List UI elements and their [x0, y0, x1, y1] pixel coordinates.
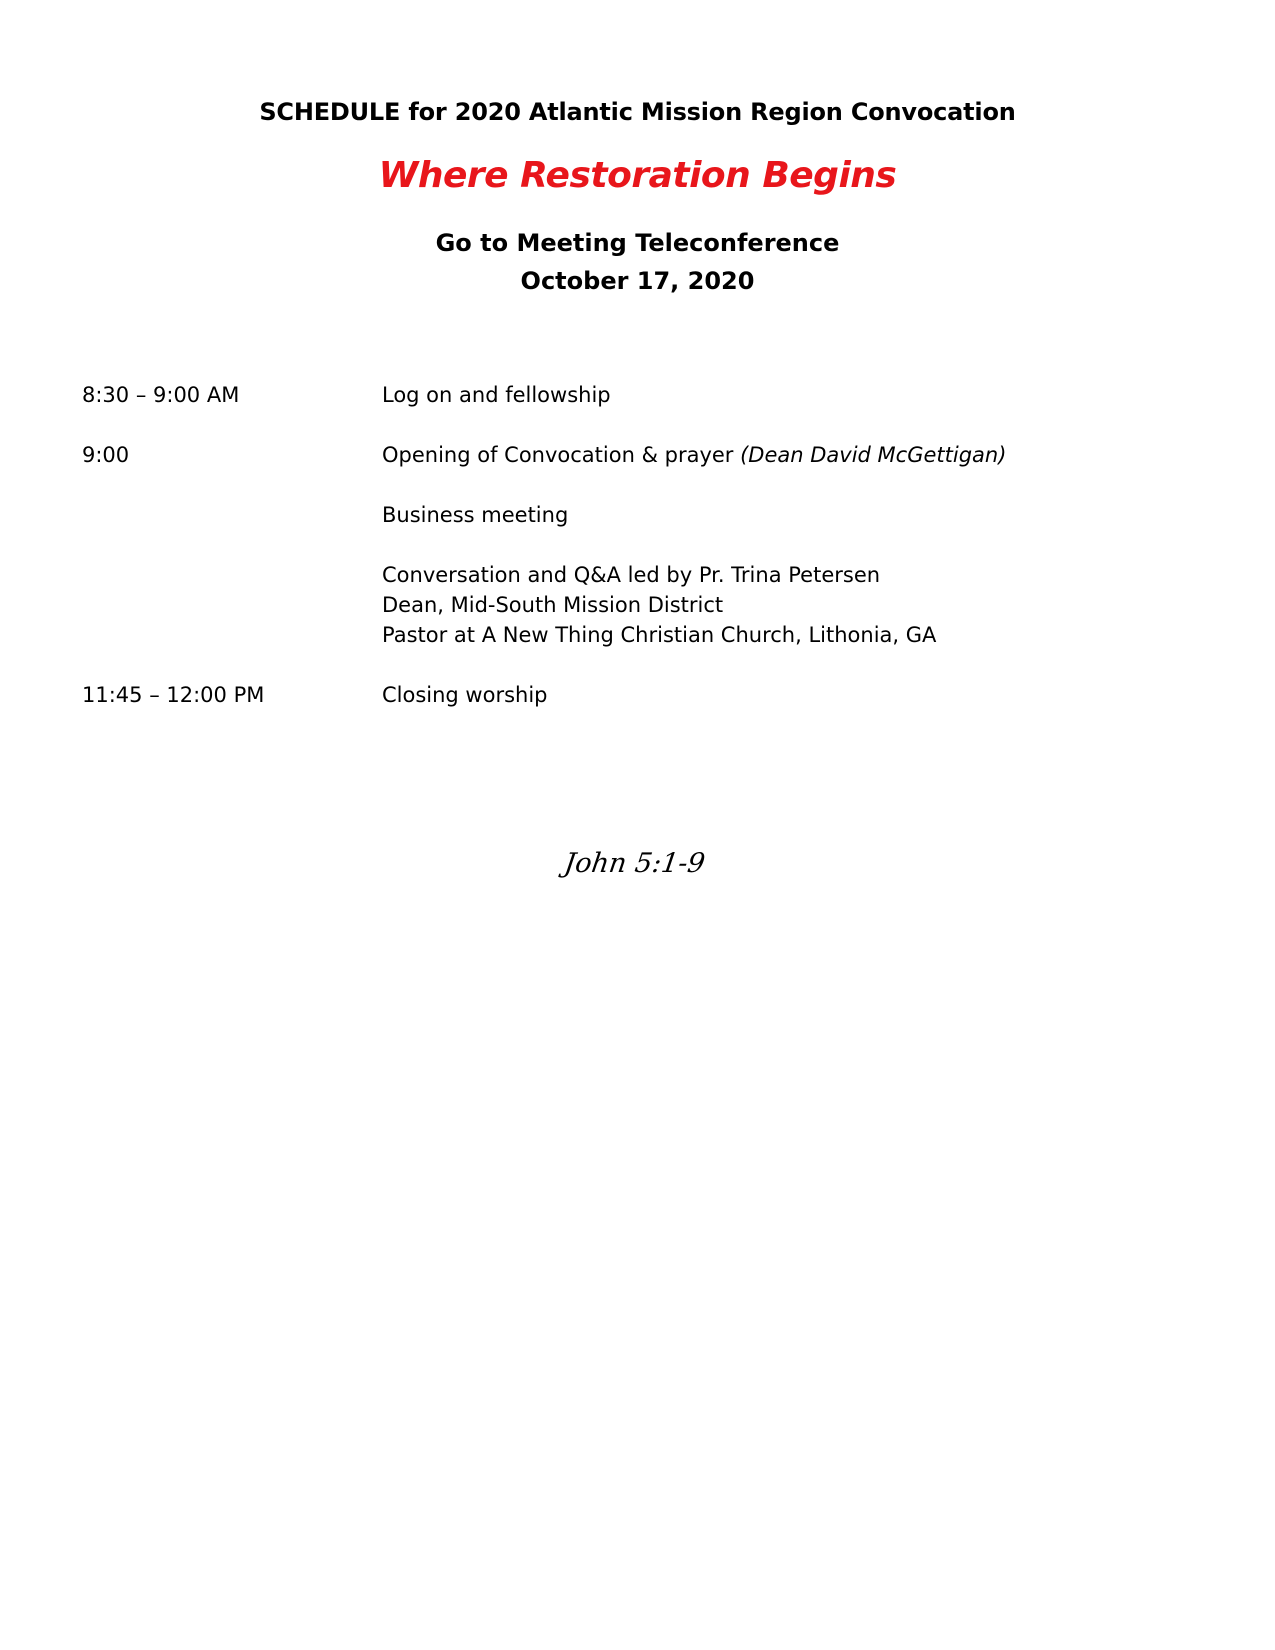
schedule-time: 11:45 – 12:00 PM — [82, 683, 265, 707]
schedule-description — [382, 380, 1192, 410]
scripture-reference-script — [553, 840, 723, 884]
scripture-reference — [0, 840, 1275, 888]
schedule-time — [82, 560, 382, 650]
schedule-description — [382, 680, 1192, 710]
schedule-description — [382, 440, 1192, 470]
scripture-reference-text: John 5:1-9 — [561, 848, 707, 879]
schedule-time — [82, 500, 382, 530]
schedule-row — [82, 680, 1192, 710]
schedule-line: Dean, Mid-South Mission District — [382, 593, 724, 617]
schedule-line: Closing worship — [382, 683, 548, 707]
schedule-time: 9:00 — [82, 443, 130, 467]
schedule-line: Log on and fellowship — [382, 383, 611, 407]
schedule-description — [382, 560, 1192, 650]
event-date: October 17, 2020 — [520, 267, 755, 295]
schedule-description — [382, 500, 1192, 530]
event-subtitle — [0, 224, 1275, 300]
schedule-item-text: Opening of Convocation & prayer — [382, 443, 741, 467]
schedule-item-note: (Dean David McGettigan) — [740, 443, 1007, 467]
meeting-format: Go to Meeting Teleconference — [435, 229, 840, 257]
schedule-line — [382, 440, 1192, 470]
schedule-line: Business meeting — [382, 503, 569, 527]
schedule-row — [82, 500, 1192, 530]
schedule-line: Conversation and Q&A led by Pr. Trina Petersen — [382, 563, 881, 587]
schedule-time: 8:30 – 9:00 AM — [82, 383, 240, 407]
schedule-row — [82, 560, 1192, 650]
schedule-row — [82, 380, 1192, 410]
document-title: SCHEDULE for 2020 Atlantic Mission Region Convocation — [259, 98, 1016, 126]
schedule-list — [82, 380, 1192, 740]
schedule-line: Pastor at A New Thing Christian Church, Lithonia, GA — [382, 623, 937, 647]
schedule-row — [82, 440, 1192, 470]
event-tagline: Where Restoration Begins — [378, 155, 897, 196]
